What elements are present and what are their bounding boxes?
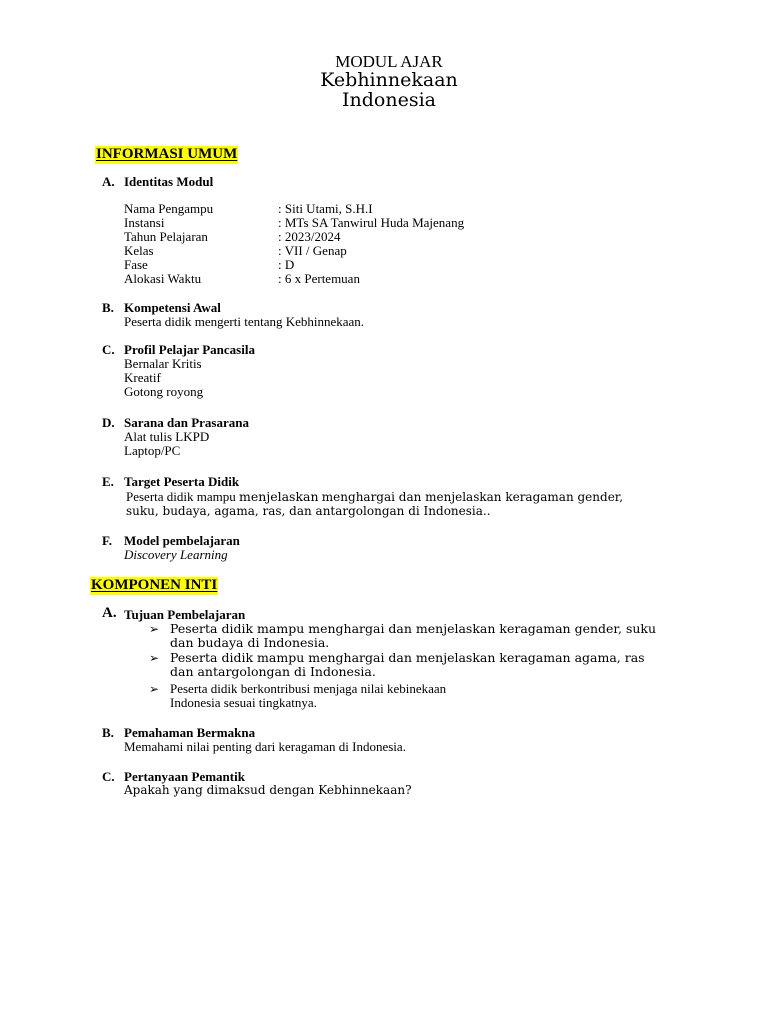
- section-letter-e: E.: [102, 474, 114, 489]
- tujuan-item-line: Peserta didik mampu menghargai dan menjelaskan keragaman agama, ras: [170, 650, 645, 665]
- identitas-label: Alokasi Waktu: [124, 271, 202, 286]
- model-heading: Model pembelajaran: [124, 533, 240, 548]
- informasi-umum-heading: INFORMASI UMUM: [96, 146, 238, 162]
- identitas-label: Tahun Pelajaran: [124, 229, 208, 244]
- identitas-label: Kelas: [124, 243, 154, 258]
- identitas-value: : 6 x Pertemuan: [278, 271, 360, 286]
- profil-item: Gotong royong: [124, 384, 204, 399]
- tujuan-item-line: Indonesia sesuai tingkatnya.: [170, 695, 317, 710]
- target-text-b: menjelaskan: [239, 489, 319, 504]
- tujuan-item-line: Peserta didik berkontribusi menjaga nilai kebinekaan: [170, 681, 447, 696]
- section-letter-c: C.: [102, 342, 115, 357]
- profil-pancasila-heading: Profil Pelajar Pancasila: [124, 342, 255, 357]
- identitas-value: : D: [278, 257, 295, 272]
- tujuan-heading: Tujuan Pembelajaran: [124, 607, 246, 622]
- model-text: Discovery Learning: [124, 547, 228, 562]
- tujuan-item-line: dan antargolongan di Indonesia.: [170, 664, 376, 679]
- target-text-c: menghargai dan menjelaskan keragaman gender,: [321, 490, 624, 504]
- identitas-value: : VII / Genap: [278, 243, 347, 258]
- target-text-a: Peserta didik mampu: [126, 489, 236, 504]
- pertanyaan-heading: Pertanyaan Pemantik: [124, 769, 245, 784]
- sarana-heading: Sarana dan Prasarana: [124, 415, 249, 430]
- pertanyaan-text: Apakah yang dimaksud dengan Kebhinnekaan?: [124, 783, 412, 797]
- profil-item: Kreatif: [124, 370, 161, 385]
- section-letter-a: A.: [102, 605, 117, 621]
- section-letter-f: F.: [102, 533, 112, 548]
- kompetensi-awal-heading: Kompetensi Awal: [124, 300, 221, 315]
- module-title-line1: Kebhinnekaan: [320, 69, 458, 91]
- section-letter-b: B.: [102, 725, 114, 740]
- section-letter-b: B.: [102, 300, 114, 315]
- kompetensi-awal-text: Peserta didik mengerti tentang Kebhinnekaan.: [124, 314, 365, 329]
- sarana-item: Laptop/PC: [124, 443, 181, 458]
- identitas-label: Instansi: [124, 215, 165, 230]
- profil-item: Bernalar Kritis: [124, 356, 202, 371]
- tujuan-item-line: dan budaya di Indonesia.: [170, 635, 330, 650]
- section-letter-d: D.: [102, 415, 115, 430]
- identitas-label: Nama Pengampu: [124, 201, 214, 216]
- doc-type-title: MODUL AJAR: [335, 52, 443, 71]
- bullet-arrow-icon: ➢: [149, 651, 160, 665]
- identitas-value: : MTs SA Tanwirul Huda Majenang: [278, 215, 465, 230]
- identitas-label: Fase: [124, 257, 148, 272]
- komponen-inti-heading: KOMPONEN INTI: [91, 577, 218, 593]
- bullet-arrow-icon: ➢: [149, 682, 160, 696]
- identitas-modul-heading: Identitas Modul: [124, 174, 214, 189]
- tujuan-item-line: Peserta didik mampu menghargai dan menjelaskan keragaman gender, suku: [170, 621, 657, 636]
- pemahaman-text: Memahami nilai penting dari keragaman di Indonesia.: [124, 739, 406, 754]
- identitas-value: : Siti Utami, S.H.I: [278, 201, 373, 216]
- sarana-item: Alat tulis LKPD: [124, 429, 210, 444]
- section-letter-c: C.: [102, 769, 115, 784]
- section-letter-a: A.: [102, 174, 115, 189]
- target-line-1: [126, 490, 623, 504]
- target-line-2: suku, budaya, agama, ras, dan antargolongan di Indonesia..: [126, 504, 491, 518]
- bullet-arrow-icon: ➢: [149, 622, 160, 636]
- pemahaman-heading: Pemahaman Bermakna: [124, 725, 256, 740]
- target-heading: Target Peserta Didik: [124, 474, 240, 489]
- module-title-line2: Indonesia: [342, 89, 436, 111]
- identitas-value: : 2023/2024: [278, 229, 341, 244]
